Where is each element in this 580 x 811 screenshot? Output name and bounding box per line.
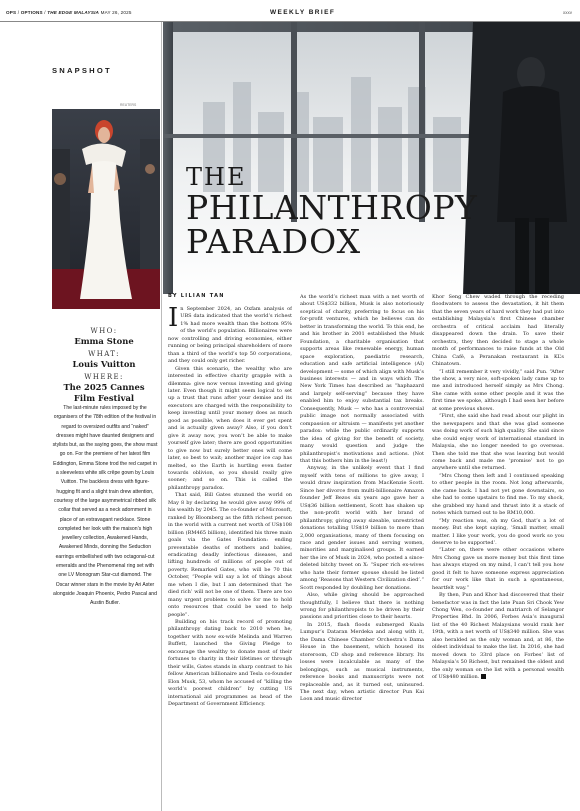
issue-date: MAY 26, 2025 xyxy=(100,10,132,15)
what-label: WHAT: xyxy=(88,350,120,358)
article-column-1 xyxy=(168,306,292,794)
what-value: Louis Vuitton xyxy=(72,359,136,369)
headline-line-1: THE xyxy=(186,163,247,191)
page-header xyxy=(0,0,580,22)
paragraph-1-3: That said, Bill Gates stunned the world on May 8 by declaring he would give away 99% of his wealth by 2045. The co-founder of Microsoft, ranked by Bloomberg as the fifth richest person in the world with a current net worth of US$108 billion (RM465 billion), identified his three main goals via the Gates Foundation: ending preventable deaths of mothers and babies, eradicating deadly infectious diseases, and lifting hundreds of millions of people out of poverty. Remarked Gates, who will be 70 this October, “People will say a lot of things about me when I die, but I am determined that ‘he died rich’ will not be one of them. There are too many urgent problems to solve for me to hold onto resources that could be used to help people”. xyxy=(168,492,292,618)
headline-line-2: PHILANTHROPY xyxy=(186,188,478,227)
headline-line-3: PARADOX xyxy=(186,222,362,261)
section-title: WEEKLY BRIEF xyxy=(270,9,336,16)
snapshot-details xyxy=(52,327,156,407)
paragraph-3-5: “My reaction was, oh my God, that’s a lot of money. But she kept saying, ‘Small matter, small matter. I like your work, you do good work so you deserve to be supported’. xyxy=(432,517,564,546)
who-label: WHO: xyxy=(90,327,118,335)
headline xyxy=(186,164,477,259)
paragraph-2-3: Also, while giving should be approached thoughtfully, I believe that there is nothing wrong for philanthropists to be driven by their passions and priorities close to their hearts. xyxy=(300,592,424,621)
who-value: Emma Stone xyxy=(74,336,134,346)
photo-credit-left: REUTERS xyxy=(120,103,137,107)
paragraph-2-4: In 2015, flash floods submerged Kuala Lumpur’s Dataran Merdeka and along with it, the Dama Chinese Chamber Orchestra’s Dama House in the basement, which housed its storeroom, CD shop and reference library. Its losses were incalculable as many of the belongings, such as musical instruments, reference books and manuscripts were not replaceable and, as it turned out, uninsured. The next day, when artistic director Pun Kai Loon and music director xyxy=(300,621,424,703)
emma-stone-photo xyxy=(52,109,160,309)
header-right: xxxv xyxy=(563,10,572,15)
paragraph-1-1: In September 2024, an Oxfam analysis of UBS data indicated that the world’s richest 1% had more wealth than the bottom 95% of the world’s population. Billionaires were now controlling and driving economies, either running or being principal shareholders of more than a third of the world’s top 50 corporations, and they could only get richer. xyxy=(168,306,292,365)
byline: BY LILIAN TAN xyxy=(168,293,225,299)
paragraph-3-2: “I still remember it very vividly,” said Pun. “After the show, a very nice, soft-spoken lady came up to me and introduced herself simply as Mrs Chong. She came with some other people and it was the first time we spoke, although I had seen her before at some previous shows. xyxy=(432,368,564,412)
article-column-3 xyxy=(432,294,564,794)
paragraph-3-1: Khor Seng Chew waded through the receding floodwaters to assess the devastation, it hit them that the seven years of hard work they had put into establishing Malaysia’s first Chinese chamber orchestra of critical acclaim had literally disappeared down the drain. To save their orchestra, they then decided to stage a whole month of performances to raise funds at the Old China Café, a Peranakan restaurant in KL’s Chinatown. xyxy=(432,294,564,368)
paragraph-3-4: “Mrs Chong then left and I continued speaking to other people in the room. Not long afterwards, she came back. I had not yet gone downstairs, so she had to come upstairs to find me. To my shock, she grabbed my hand and thrust into it a stack of notes which turned out to be RM10,000. xyxy=(432,472,564,517)
where-value: The 2025 Cannes Film Festival xyxy=(63,382,145,403)
dropcap: I xyxy=(168,306,179,333)
snapshot-label: SNAPSHOT xyxy=(52,66,112,75)
header-left: OPS / OPTIONS / THE EDGE MALAYSIA MAY 26, 2025 xyxy=(6,10,132,15)
snapshot-body: The last-minute rules imposed by the organisers of the 78th edition of the festival in regard to oversized outfits and “naked” dresses might have daunted designers and stylists but, as the saying goes, the show must go on. For the premiere of her latest film Eddington, Emma Stone trod the red carpet in a sleeveless white silk crêpe gown by Louis Vuitton. The backless dress with figure-hugging fit and a slight train drew attention, courtesy of the large asymmetrical ribbed silk collar that served as a neck adornment in place of an extravagant necklace. Stone completed her look with the maison’s high jewellery collection, Awakened Hands, Awakened Minds, donning the Seduction earrings embellished with two octagonal-cut emeralds and the Phenomenal ring set with one LV Monogram Star-cut diamond. The Oscar winner stars in the movie by Ari Aster alongside Joaquin Phoenix, Pedro Pascal and Austin Butler. xyxy=(52,405,158,607)
paragraph-2-1: As the world’s richest man with a net worth of about US$332 billion, Musk is also notoriously sceptical of charity, preferring to focus on his for-profit ventures, which he believes can do better in transforming the world. To this end, he and his brother in 2001 established the Musk Foundation, a charitable organisation that supports areas like renewable energy, human space exploration, paediatric research, education and safe artificial intelligence (AI) development — some of which align with Musk’s business interests — and in ways which The New York Times has described as “haphazard and largely self-serving” because they have enabled him to enjoy substantial tax breaks. Consequently, Musk — who has a controversial public image not normally associated with compassion or altruism — manifests yet another paradox: while the public ordinarily supports the idea of giving for the benefit of society, many would question and judge the philanthropist’s motivations and actions. (Not that this bothers him in the least!) xyxy=(300,294,424,464)
section-name: OPTIONS xyxy=(20,10,43,15)
page-number: OPS xyxy=(6,10,17,15)
paragraph-3-6: “Later on, there were other occasions where Mrs Chong gave us more money but this first time has always stayed on my mind, I can’t tell you how good it felt to have someone express appreciation for our work like that in such a spontaneous, heartfelt way.” xyxy=(432,547,564,591)
paragraph-1-2: Given this scenario, the wealthy who are interested in effective charity grapple with a dilemma: give now versus investing and giving later. Even though it might seem logical to set up a trust that runs after your demise and its executors are charged with the responsibility to keep investing until your money does as much good as possible, when does it ever get spent and is actually given away? Also, if you don’t give it away now, you won’t be able to make yourself give later; there are good opportunities to give now but surely better ones will come later, so best to wait; another major ice cap has melted, so the Earth is hurtling even faster towards oblivion, so you should really give sooner; and so on. This is called the philanthropy paradox. xyxy=(168,365,292,491)
end-mark xyxy=(481,674,486,679)
paragraph-3-7: By then, Pun and Khor had discovered that their benefactor was in fact the late Puan Sri Chook Yew Chong Wen, co-founder and matriarch of Selangor Properties Bhd. In 2006, Forbes Asia’s inaugural list of the 40 Richest Malaysians would rank her 19th, with a net worth of US$340 million. She was also heralded as the only woman and, at 86, the oldest individual to make the list. In 2016, she had moved down to 33rd place on Forbes’ list of Malaysia’s 50 Richest, but remained the oldest and the only woman on the list with a personal wealth of US$480 million. xyxy=(432,592,564,681)
article-column-2 xyxy=(300,294,424,794)
paragraph-1-4: Building on his track record of promoting philanthropy dating back to 2010 when he, together with now ex-wife Melinda and Warren Buffett, launched the Giving Pledge to encourage the wealthy to donate most of their fortunes to charity in their lifetimes or through their wills, Gates stands in sharp contrast to his fellow American billionaire and Tesla co-founder Elon Musk, 53, whom he accused of “killing the world’s poorest children” by cutting US international aid programmes as head of the Department of Government Efficiency. xyxy=(168,619,292,708)
paragraph-3-3: “First, she said she had read about our plight in the newspapers and that she was glad someone was doing work of such high quality. She said since she could enjoy work of international standard in Malaysia, she no longer needed to go overseas. Then she told me that she was leaving but would come back and made me ‘promise’ not to go anywhere until she returned. xyxy=(432,413,564,472)
where-label: WHERE: xyxy=(84,373,124,381)
publication-name: THE EDGE MALAYSIA xyxy=(47,10,100,15)
paragraph-2-2: Anyway, in the unlikely event that I find myself with tens of millions to give away, I would draw inspiration from MacKenzie Scott. Since her divorce from multi-billionaire Amazon founder Jeff Bezos six years ago gave her a US$36 billion settlement, Scott has shaken up the non-profit world with her brand of philanthropy, giving away sizeable, unrestricted donations totalling US$19 billion to more than 2,000 organisations, many of them focusing on race and gender issues and serving women, minorities and marginalised groups. It earned her the ire of Musk in 2024, who posted a since-deleted bitchy tweet on X: “Super rich ex-wives who hate their former spouse should be listed among ‘Reasons that Western Civilization died’.” Scott responded by doubling her donations. xyxy=(300,465,424,591)
